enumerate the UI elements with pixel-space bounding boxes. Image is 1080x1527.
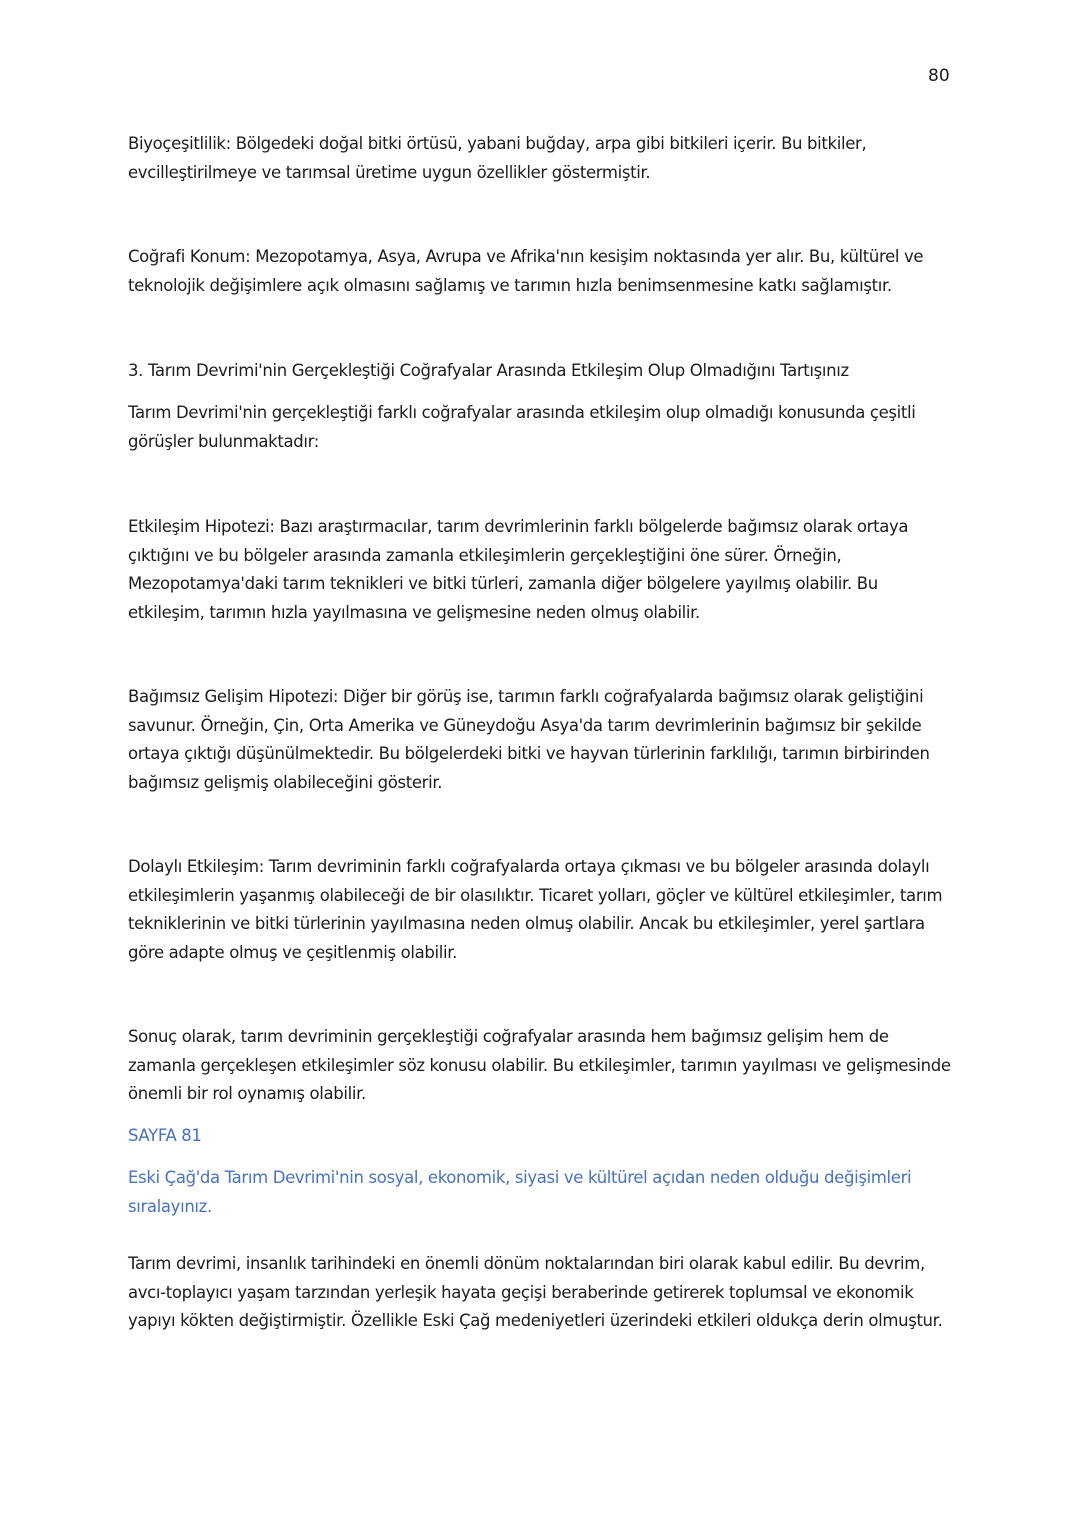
section-heading: 3. Tarım Devrimi'nin Gerçekleştiği Coğrafyalar Arasında Etkileşim Olup Olmadığını Tartışınız [128, 361, 849, 380]
paragraph-sonuc: Sonuç olarak, tarım devriminin gerçekleştiği coğrafyalar arasında hem bağımsız gelişim hem de zamanla gerçekleşen etkileşimler söz konusu olabilir. Bu etkileşimler, tarımın yayılması ve gelişmesinde önemli bir rol oynamış olabilir. [128, 1027, 951, 1103]
paragraph-intro: Tarım Devrimi'nin gerçekleştiği farklı coğrafyalar arasında etkileşim olup olmadığı konusunda çeşitli görüşler bulunmaktadır: [128, 403, 916, 451]
paragraph-dolayli-etkilesim: Dolaylı Etkileşim: Tarım devriminin farklı coğrafyalarda ortaya çıkması ve bu bölgeler arasında dolaylı etkileşimlerin yaşanmış olabileceği de bir olasılıktır. Ticaret yolları, göçler ve kültürel etkileşimler, tarım tekniklerinin ve bitki türlerinin yayılmasına neden olmuş olabilir. Ancak bu etkileşimler, yerel şartlara göre adapte olmuş ve çeşitlenmiş olabilir. [128, 857, 943, 962]
sayfa-label: SAYFA 81 [128, 1126, 202, 1145]
page-number: 80 [928, 66, 950, 86]
question-text: Eski Çağ'da Tarım Devrimi'nin sosyal, ekonomik, siyasi ve kültürel açıdan neden olduğu değişimleri sıralayınız. [128, 1168, 912, 1216]
paragraph-tarim-devrimi: Tarım devrimi, insanlık tarihindeki en önemli dönüm noktalarından biri olarak kabul edilir. Bu devrim, avcı-toplayıcı yaşam tarzından yerleşik hayata geçişi beraberinde getirerek toplumsal ve ekonomik yapıyı kökten değiştirmiştir. Özellikle Eski Çağ medeniyetleri üzerindeki etkileri oldukça derin olmuştur. [128, 1254, 943, 1330]
paragraph-etkilesim-hipotezi: Etkileşim Hipotezi: Bazı araştırmacılar, tarım devrimlerinin farklı bölgelerde bağımsız olarak ortaya çıktığını ve bu bölgeler arasında zamanla etkileşimlerin gerçekleştiğini öne sürer. Örneğin, Mezopotamya'daki tarım teknikleri ve bitki türleri, zamanla diğer bölgelere yayılmış olabilir. Bu etkileşim, tarımın hızla yayılmasına ve gelişmesine neden olmuş olabilir. [128, 517, 909, 622]
paragraph-bagimsiz-gelisim: Bağımsız Gelişim Hipotezi: Diğer bir görüş ise, tarımın farklı coğrafyalarda bağımsız olarak geliştiğini savunur. Örneğin, Çin, Orta Amerika ve Güneydoğu Asya'da tarım devrimlerinin bağımsız bir şekilde ortaya çıktığı düşünülmektedir. Bu bölgelerdeki bitki ve hayvan türlerinin farklılığı, tarımın birbirinden bağımsız gelişmiş olabileceğini gösterir. [128, 687, 930, 792]
paragraph-cografi-konum: Coğrafi Konum: Mezopotamya, Asya, Avrupa ve Afrika'nın kesişim noktasında yer alır. Bu, kültürel ve teknolojik değişimlere açık olmasını sağlamış ve tarımın hızla benimsenmesine katkı sağlamıştır. [128, 247, 924, 295]
paragraph-biyocesitlilik: Biyoçeşitlilik: Bölgedeki doğal bitki örtüsü, yabani buğday, arpa gibi bitkileri içerir. Bu bitkiler, evcilleştirilmeye ve tarımsal üretime uygun özellikler göstermiştir. [128, 134, 867, 182]
